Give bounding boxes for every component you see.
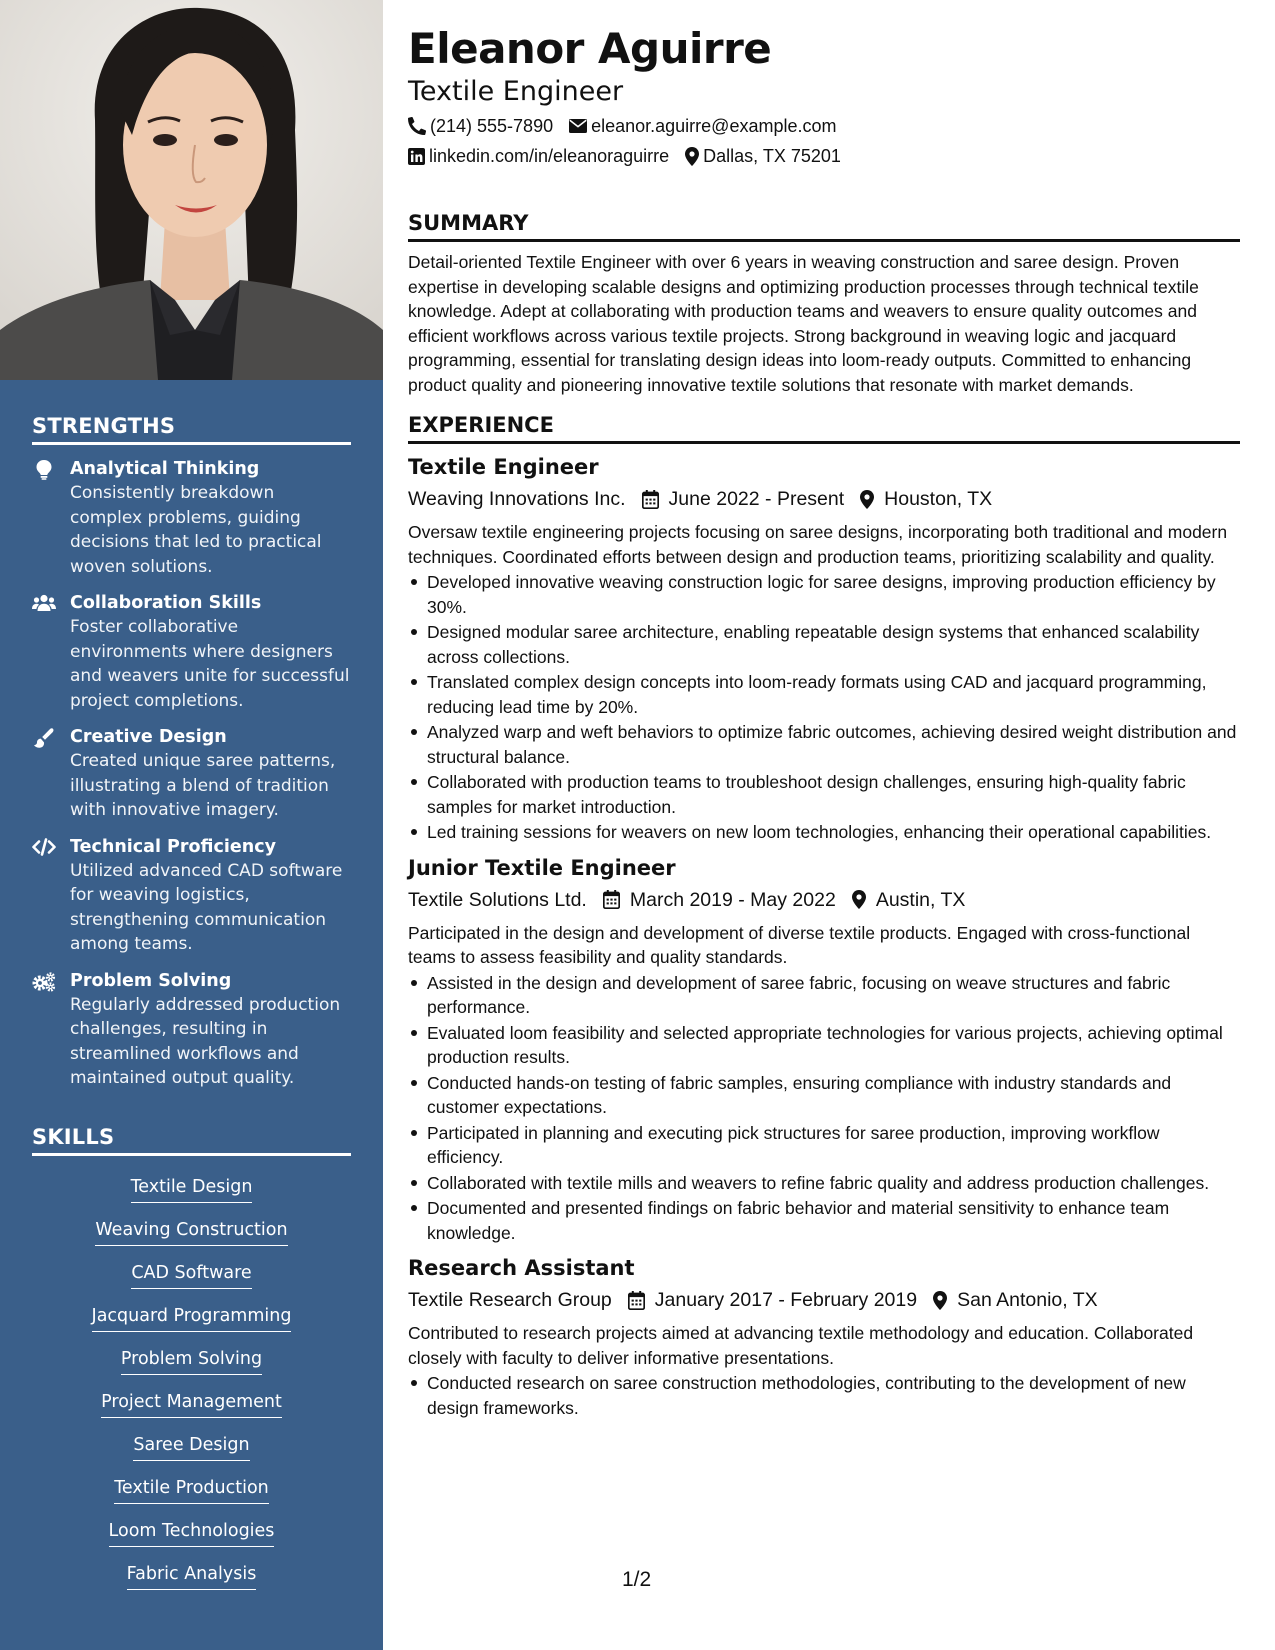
envelope-icon [569,119,587,133]
company-name: Weaving Innovations Inc. [408,488,626,510]
linkedin-contact[interactable] [408,143,669,169]
job-dates-text: January 2017 - February 2019 [654,1289,918,1311]
skill-tag: Loom Technologies [109,1519,275,1547]
strength-title: Creative Design [70,727,227,747]
job-meta [408,1285,1240,1315]
skill-tag: Fabric Analysis [127,1562,257,1590]
skill-tag: Textile Production [114,1476,269,1504]
job-bullet: Evaluated loom feasibility and selected appropriate technologies for various projects, achieving optimal production results. [408,1021,1240,1070]
strength-desc: Created unique saree patterns, illustrating a blend of tradition with innovative imagery. [70,751,336,820]
contact-row-2 [408,143,1240,169]
summary-text: Detail-oriented Textile Engineer with over 6 years in weaving construction and saree design. Proven expertise in developing scalable designs and optimizing production processes through technical textile knowledge. Adept at collaborating with production teams and weavers to ensure quality outcomes and efficient workflows across various textile projects. Strong background in weaving logic and jacquard programming, essential for translating design ideas into loom-ready outputs. Committed to enhancing product quality and pioneering innovative textile solutions that resonate with market demands. [408,252,1199,395]
job-dates-text: June 2022 - Present [668,488,845,510]
job-bullets [408,1371,1240,1420]
phone-icon [408,117,426,135]
skill-tag: Weaving Construction [95,1218,287,1246]
job-bullet: Collaborated with production teams to troubleshoot design challenges, ensuring high-quality fabric samples for market introduction. [408,770,1240,819]
skills-title: SKILLS [32,1125,351,1156]
linkedin-icon [408,148,425,165]
skill-tag: Textile Design [131,1175,253,1203]
job-bullet: Designed modular saree architecture, enabling repeatable design systems that enhanced scalability across collections. [408,620,1240,669]
strength-desc: Utilized advanced CAD software for weaving logistics, strengthening communication among teams. [70,860,343,954]
job-bullet: Conducted hands-on testing of fabric samples, ensuring compliance with industry standards and customer expectations. [408,1071,1240,1120]
job-bullet: Collaborated with textile mills and weavers to refine fabric quality and address production challenges. [408,1171,1240,1196]
job-location-text: San Antonio, TX [957,1289,1098,1311]
job-bullet: Participated in planning and executing pick structures for saree production, improving workflow efficiency. [408,1121,1240,1170]
skill-tag: Saree Design [133,1433,249,1461]
strength-title: Analytical Thinking [70,459,260,479]
contact-row-1 [408,113,1240,139]
strength-title: Collaboration Skills [70,593,262,613]
job-entry [408,1253,1240,1420]
skill-tag: Project Management [101,1390,282,1418]
job-entry [408,853,1240,1246]
lightbulb-icon [32,457,56,579]
summary-title: SUMMARY [408,209,1240,242]
job-meta [408,484,1240,514]
job-bullet: Led training sessions for weavers on new loom technologies, enhancing their operational capabilities. [408,820,1240,845]
email-contact[interactable] [569,113,836,139]
job-bullet: Analyzed warp and weft behaviors to optimize fabric outcomes, achieving desired weight distribution and structural balance. [408,720,1240,769]
strengths-title: STRENGTHS [32,414,351,445]
paintbrush-icon [32,725,56,823]
company-name: Textile Solutions Ltd. [408,888,587,911]
job-location [852,885,966,915]
candidate-name: Eleanor Aguirre [408,24,772,73]
strength-item [32,835,351,957]
calendar-icon [628,1291,645,1310]
job-title: Research Assistant [408,1256,635,1280]
main-content [408,0,1240,1420]
location-contact [685,143,841,169]
skill-tag: Jacquard Programming [92,1304,292,1332]
strength-desc: Foster collaborative environments where designers and weavers unite for successful project completions. [70,617,350,711]
job-location-text: Austin, TX [875,888,966,911]
location-text: Dallas, TX 75201 [703,146,841,166]
profile-photo-illustration [0,0,383,380]
map-pin-icon [860,490,874,509]
company-name: Textile Research Group [408,1289,612,1311]
job-bullet: Developed innovative weaving construction logic for saree designs, improving production efficiency by 30%. [408,570,1240,619]
email-text[interactable]: eleanor.aguirre@example.com [591,116,837,136]
strength-item [32,725,351,823]
strength-desc: Regularly addressed production challenges, resulting in streamlined workflows and maintained output quality. [70,994,341,1088]
job-title: Textile Engineer [408,455,599,479]
job-dates [642,484,845,514]
job-bullet: Conducted research on saree construction methodologies, contributing to the development of new design frameworks. [408,1371,1240,1420]
skills-list [32,1156,351,1598]
job-dates-text: March 2019 - May 2022 [629,888,836,911]
strength-item [32,591,351,713]
job-bullets [408,570,1240,845]
map-pin-icon [852,890,866,909]
calendar-icon [603,890,620,909]
job-title: Junior Textile Engineer [408,855,676,880]
strength-desc: Consistently breakdown complex problems, guiding decisions that led to practical woven solutions. [70,483,322,577]
map-pin-icon [933,1291,947,1310]
job-location [860,484,992,514]
linkedin-text[interactable]: linkedin.com/in/eleanoraguirre [429,146,670,166]
page-number: 1/2 [622,1568,652,1591]
job-bullet: Assisted in the design and development of saree fabric, focusing on weave structures and fabric performance. [408,971,1240,1020]
phone-contact [408,113,553,139]
users-icon [32,591,56,713]
sidebar [0,0,383,1650]
job-location [933,1285,1098,1315]
skill-tag: CAD Software [131,1261,251,1289]
strengths-section [0,414,383,1091]
job-location-text: Houston, TX [884,488,993,510]
job-bullet: Translated complex design concepts into loom-ready formats using CAD and jacquard programming, reducing lead time by 20%. [408,670,1240,719]
job-bullets [408,971,1240,1246]
gears-icon [32,969,56,1091]
calendar-icon [642,490,659,509]
job-entry [408,452,1240,845]
map-pin-icon [685,147,699,166]
job-bullet: Documented and presented findings on fabric behavior and material sensitivity to enhance team knowledge. [408,1196,1240,1245]
strength-title: Problem Solving [70,970,232,991]
skills-section [0,1125,383,1598]
job-description: Oversaw textile engineering projects focusing on saree designs, incorporating both traditional and modern techniques. Coordinated efforts between design and production teams, prioritizing scalability and quality. [408,522,1228,567]
strength-title: Technical Proficiency [70,836,276,857]
candidate-role: Textile Engineer [408,76,624,107]
job-dates [603,885,836,915]
strength-item [32,457,351,579]
experience-title: EXPERIENCE [408,411,1240,444]
strength-item [32,969,351,1091]
job-meta [408,885,1240,915]
job-description: Participated in the design and development of diverse textile products. Engaged with cross-functional teams to assess feasibility and quality standards. [408,922,1191,967]
phone-text: (214) 555-7890 [430,116,554,136]
job-description: Contributed to research projects aimed at advancing textile methodology and education. Collaborated closely with faculty to deliver informative presentations. [408,1323,1194,1368]
profile-photo [0,0,383,380]
code-icon [32,835,56,957]
job-dates [628,1285,917,1315]
skill-tag: Problem Solving [121,1347,262,1375]
